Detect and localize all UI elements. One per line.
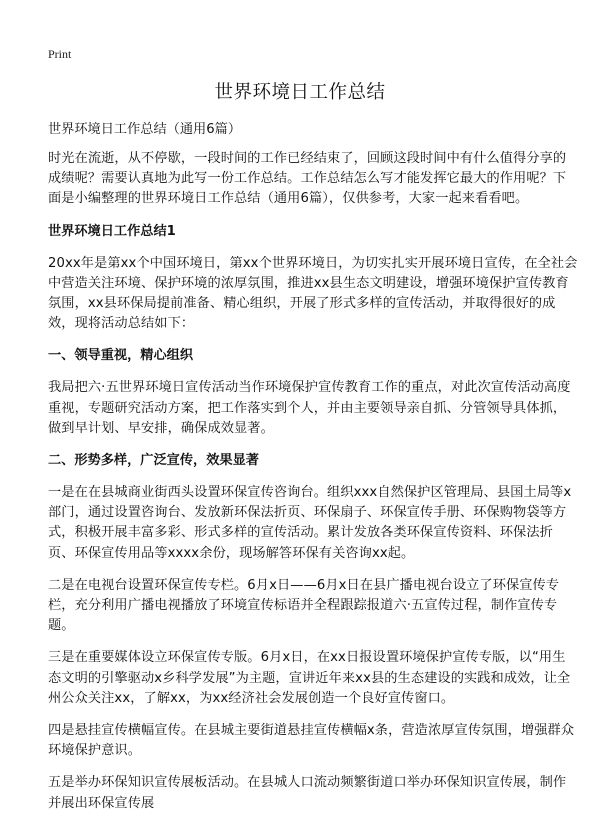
- list-item: 一是在在县城商业街西头设置环保宣传咨询台。组织xxx自然保护区管理局、县国土局等x部门，通过设置咨询台、发放新环保法折页、环保扇子、环保宣传手册、环保购物袋等方式，积极开展丰富多彩、形式多样的宣传活动。累计发放各类环保宣传资料、环保法折页、环保宣传用品等xxxx余份，现场解答环保有关咨询xx起。: [48, 485, 572, 561]
- list-item: 五是举办环保知识宣传展板活动。在县城人口流动频繁街道口举办环保知识宣传展，制作并展出环保宣传展: [48, 775, 567, 811]
- section-heading-1: 世界环境日工作总结1: [48, 223, 176, 239]
- list-item: 三是在重要媒体设立环保宣传专版。6月x日，在xx日报设置环境保护宣传专版，以“用生态文明的引擎驱动x乡科学发展”为主题，宣讲近年来xx县的生态建设的实践和成效，让全州公众关注xx，了解xx，为xx经济社会发展创造一个良好宣传窗口。: [48, 650, 571, 706]
- document-subtitle: 世界环境日工作总结（通用6篇）: [48, 122, 242, 137]
- document-body: [48, 120, 578, 826]
- leadership-paragraph: 我局把六·五世界环境日宣传活动当作环境保护宣传教育工作的重点，对此次宣传活动高度重视，专题研究活动方案，把工作落实到个人，并由主要领导亲自抓、分管领导具体抓，做到早计划、早安排，确保成效显著。: [48, 380, 571, 436]
- intro-paragraph: 时光在流逝，从不停歇，一段时间的工作已经结束了，回顾这段时间中有什么值得分享的成绩呢？需要认真地为此写一份工作总结。工作总结怎么写才能发挥它最大的作用呢？下面是小编整理的世界环境日工作总结（通用6篇），仅供参考，大家一起来看看吧。: [48, 151, 567, 207]
- section1-paragraph: 20xx年是第xx个中国环境日，第xx个世界环境日，为切实扎实开展环境日宣传，在全社会中营造关注环境、保护环境的浓厚氛围，推进xx县生态文明建设，增强环境保护宣传教育氛围，xx县环保局提前准备、精心组织，开展了形式多样的宣传活动，并取得很好的成效，现将活动总结如下：: [48, 255, 578, 332]
- subheading-leadership: 一、领导重视，精心组织: [48, 348, 194, 364]
- print-label[interactable]: Print: [48, 47, 72, 61]
- list-item: 四是悬挂宣传横幅宣传。在县城主要街道悬挂宣传横幅x条，营造浓厚宣传氛围，增强群众环境保护意识。: [48, 723, 575, 759]
- document-title: 世界环境日工作总结: [214, 82, 386, 103]
- list-item: 二是在电视台设置环保宣传专栏。6月x日——6月x日在县广播电视台设立了环保宣传专栏，充分利用广播电视播放了环境宣传标语并全程跟踪报道六·五宣传过程，制作宣传专题。: [48, 577, 560, 634]
- subheading-publicity: 二、形势多样，广泛宣传，效果显著: [48, 453, 259, 469]
